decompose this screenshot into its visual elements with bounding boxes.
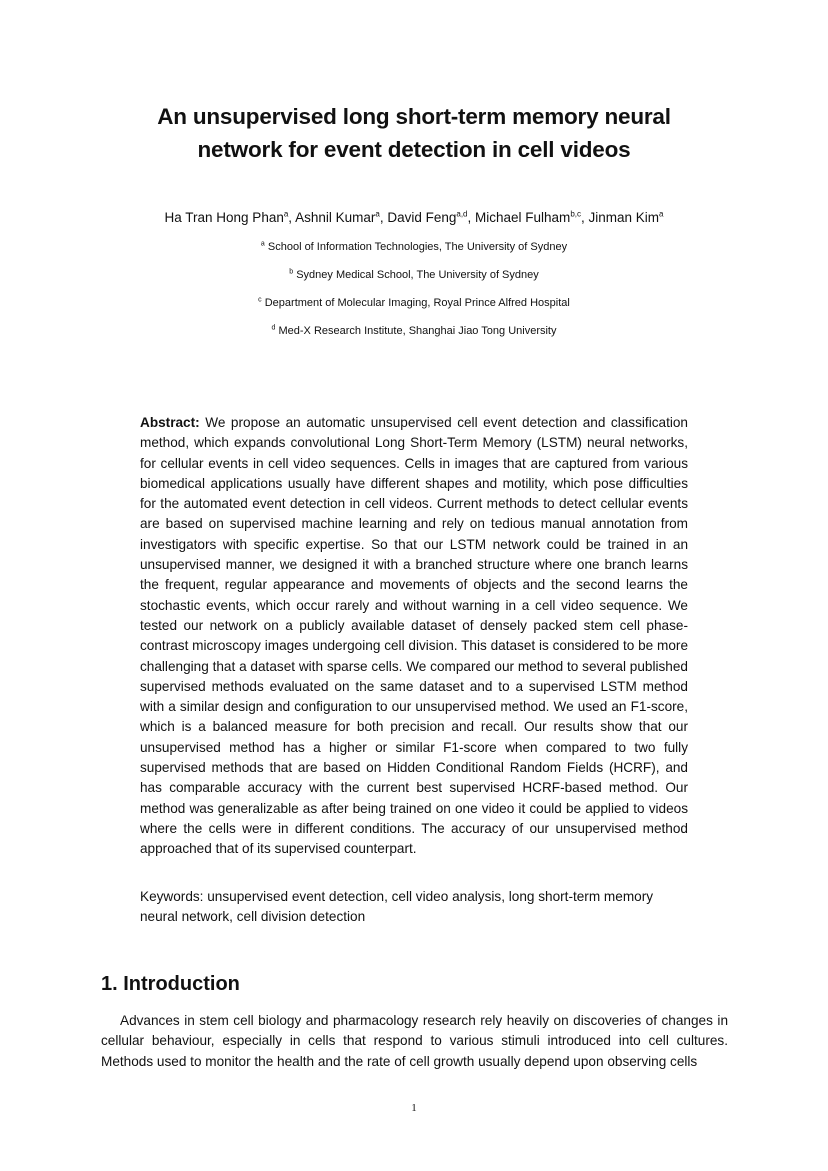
author-name: Jinman Kim bbox=[588, 210, 660, 225]
author-affiliation-mark: a bbox=[283, 209, 289, 219]
affiliation-text: School of Information Technologies, The University of Sydney bbox=[267, 241, 568, 253]
affiliation-text: Med-X Research Institute, Shanghai Jiao Tong University bbox=[278, 325, 557, 337]
introduction-paragraph: Advances in stem cell biology and pharmacology research rely heavily on discoveries of changes in cellular behaviour, especially in cells that respond to various stimuli introduced into cell cultures. Methods used to monitor the health and the rate of cell growth usually depend upon observing cells bbox=[101, 1013, 728, 1069]
affiliation-c bbox=[60, 296, 768, 310]
paper-title bbox=[100, 100, 728, 166]
author-name: Ha Tran Hong Phan bbox=[164, 210, 284, 225]
author-affiliation-mark: b,c bbox=[570, 209, 581, 219]
keywords: Keywords: unsupervised event detection, cell video analysis, long short-term memory neural network, cell division detection bbox=[140, 889, 654, 925]
affiliation-mark: d bbox=[271, 324, 276, 332]
title-line-2: network for event detection in cell videos bbox=[197, 137, 631, 162]
affiliation-d bbox=[60, 324, 768, 338]
abstract-text: We propose an automatic unsupervised cell event detection and classification method, which expands convolutional Long Short-Term Memory (LSTM) neural networks, for cellular events in cell video sequences. Cells in images that are captured from various biomedical applications usually have different shapes and motility, which pose difficulties for the automated event detection in cell videos. Current methods to detect cellular events are based on supervised machine learning and rely on tedious manual annotation from investigators with specific expertise. So that our LSTM network could be trained in an unsupervised manner, we designed it with a branched structure where one branch learns the frequent, regular appearance and movements of objects and the second learns the stochastic events, which occur rarely and without warning in a cell video sequence. We tested our network on a publicly available dataset of densely packed stem cell phase-contrast microscopy images undergoing cell division. This dataset is considered to be more challenging that a dataset with sparse cells. We compared our method to several published supervised methods evaluated on the same dataset and to a supervised LSTM method with a similar design and configuration to our unsupervised method. We used an F1-score, which is a balanced measure for both precision and recall. Our results show that our unsupervised method has a higher or similar F1-score when compared to two fully supervised methods that are based on Hidden Conditional Random Fields (HCRF), and has comparable accuracy with the current best supervised HCRF-based method. Our method was generalizable as after being trained on one video it could be applied to videos where the cells were in different conditions. The accuracy of our unsupervised method approached that of its supervised counterpart. bbox=[140, 415, 688, 857]
affiliation-mark: c bbox=[258, 296, 262, 304]
author-list: Ha Tran Hong Phan$^a$, Ashnil Kumar$^a$, David Feng$^{a,d}$, Michael Fulham$^{b,c}$, Jinman Kim$^a$ bbox=[164, 209, 664, 225]
section-heading-introduction: 1. Introduction bbox=[101, 973, 240, 995]
affiliation-mark: b bbox=[289, 268, 294, 276]
affiliation-text: Sydney Medical School, The University of Sydney bbox=[296, 269, 539, 281]
title-line-1: An unsupervised long short-term memory neural bbox=[157, 104, 671, 129]
affiliation-a bbox=[60, 240, 768, 254]
author-affiliation-mark: a bbox=[375, 209, 380, 219]
author-affiliation-mark: a,d bbox=[456, 209, 468, 219]
affiliation-mark: a bbox=[260, 240, 265, 248]
author-name: Ashnil Kumar bbox=[295, 210, 376, 225]
author-name: David Feng bbox=[387, 210, 457, 225]
affiliation-text: Department of Molecular Imaging, Royal Prince Alfred Hospital bbox=[264, 297, 570, 309]
author-name: Michael Fulham bbox=[475, 210, 571, 225]
author-affiliation-mark: a bbox=[659, 209, 664, 219]
abstract bbox=[140, 413, 688, 860]
abstract-label: Abstract: bbox=[140, 415, 200, 430]
affiliation-b bbox=[60, 268, 768, 282]
page-number: 1 bbox=[411, 1102, 417, 1114]
